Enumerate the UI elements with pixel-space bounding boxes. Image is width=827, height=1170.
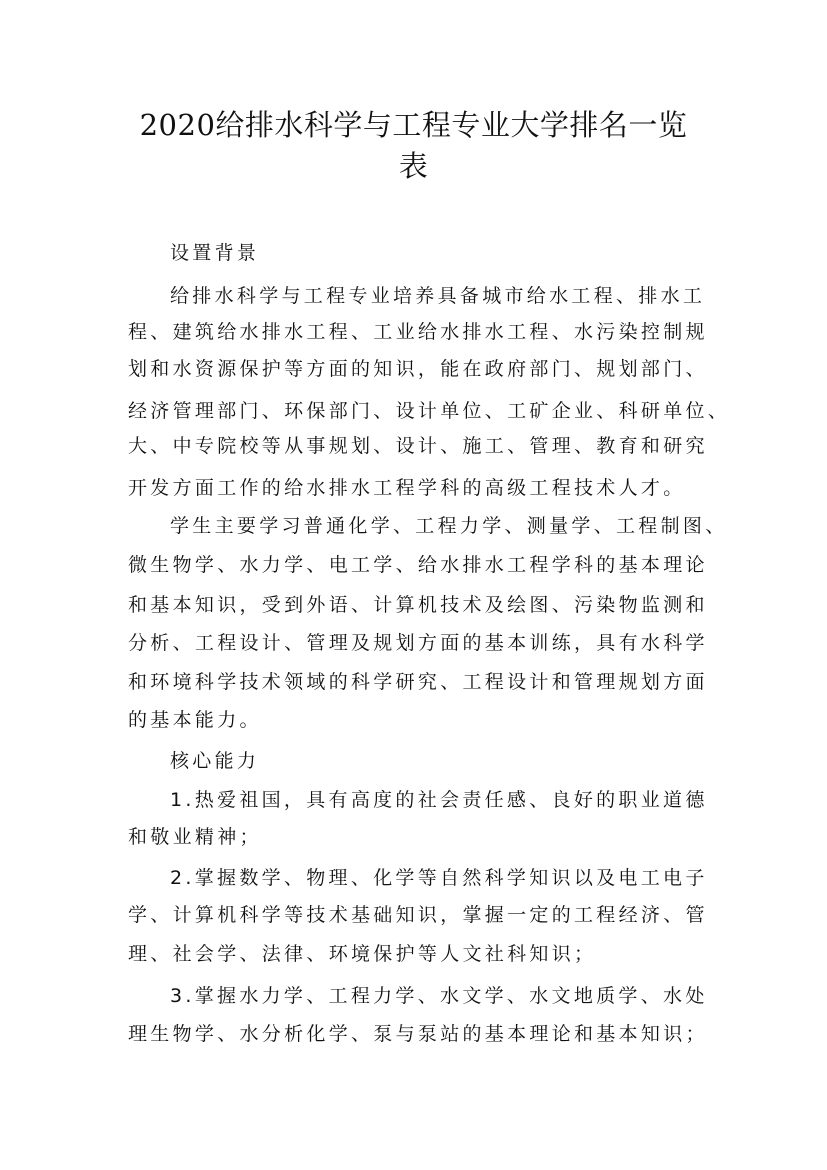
document-title-continued: 表 — [398, 149, 429, 183]
paragraph-line: 和环境科学技术领域的科学研究、工程设计和管理规划方面 — [128, 671, 708, 693]
list-item-line: 和敬业精神； — [128, 826, 262, 848]
paragraph-line: 大、中专院校等从事规划、设计、施工、管理、教育和研究 — [128, 435, 708, 457]
section-heading-core-abilities: 核心能力 — [170, 750, 260, 772]
paragraph-line: 给排水科学与工程专业培养具备城市给水工程、排水工 — [170, 285, 706, 307]
paragraph-line: 分析、工程设计、管理及规划方面的基本训练，具有水科学 — [128, 632, 708, 654]
document-title: 2020给排水科学与工程专业大学排名一览 — [139, 108, 688, 142]
list-item-line: 学、计算机科学等技术基础知识，掌握一定的工程经济、管 — [128, 904, 708, 926]
paragraph-line: 和基本知识，受到外语、计算机技术及绘图、污染物监测和 — [128, 594, 708, 616]
paragraph-line: 经济管理部门、环保部门、设计单位、工矿企业、科研单位、 — [128, 400, 731, 422]
list-item-line: 3.掌握水力学、工程力学、水文学、水文地质学、水处 — [170, 985, 708, 1007]
paragraph-line: 开发方面工作的给水排水工程学科的高级工程技术人才。 — [128, 477, 686, 499]
paragraph-line: 的基本能力。 — [128, 709, 262, 731]
list-item-line: 理、社会学、法律、环境保护等人文社科知识； — [128, 943, 597, 965]
paragraph-line: 程、建筑给水排水工程、工业给水排水工程、水污染控制规 — [128, 321, 708, 343]
paragraph-line: 划和水资源保护等方面的知识，能在政府部门、规划部门、 — [128, 358, 708, 380]
list-item-line: 理生物学、水分析化学、泵与泵站的基本理论和基本知识； — [128, 1023, 708, 1045]
paragraph-line: 微生物学、水力学、电工学、给水排水工程学科的基本理论 — [128, 554, 708, 576]
section-heading-background: 设置背景 — [170, 242, 260, 264]
list-item-line: 2.掌握数学、物理、化学等自然科学知识以及电工电子 — [170, 867, 708, 889]
list-item-line: 1.热爱祖国，具有高度的社会责任感、良好的职业道德 — [170, 789, 708, 811]
paragraph-line: 学生主要学习普通化学、工程力学、测量学、工程制图、 — [170, 515, 728, 537]
